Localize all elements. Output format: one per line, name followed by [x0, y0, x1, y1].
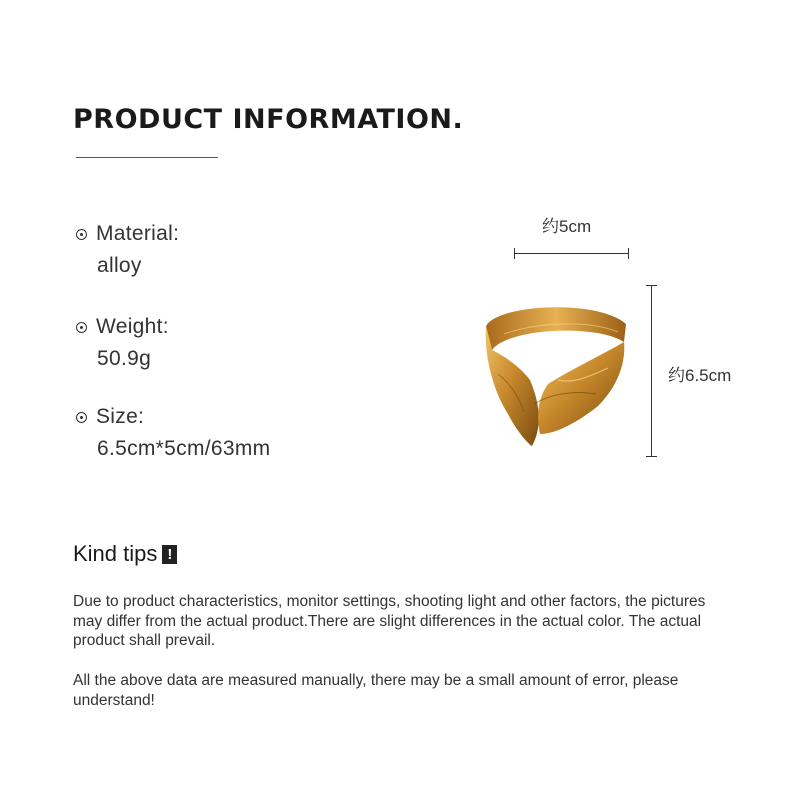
spec-label: Weight: [96, 315, 169, 338]
page-title: PRODUCT INFORMATION. [73, 104, 464, 135]
spec-size [76, 405, 270, 461]
spec-value: alloy [97, 254, 142, 277]
kind-tips-heading [73, 541, 177, 567]
width-dimension-label: 约5cm [542, 217, 592, 236]
bullet-icon [76, 412, 87, 423]
height-dimension-label: 约6.5cm [668, 366, 732, 385]
kind-tips-label: Kind tips [73, 541, 158, 566]
height-dimension-line [651, 285, 652, 457]
spec-value: 50.9g [97, 347, 152, 370]
spec-weight [76, 315, 169, 371]
spec-label: Material: [96, 222, 180, 245]
spec-material [76, 222, 179, 278]
tips-paragraph: Due to product characteristics, monitor settings, shooting light and other factors, the pictures may differ from the actual product.There are slight differences in the actual color. The actual product shall prevail. [73, 593, 706, 649]
tips-paragraph: All the above data are measured manually, there may be a small amount of error, please understand! [73, 672, 679, 709]
width-dimension-line [514, 253, 629, 254]
cuff-bracelet-image [478, 294, 638, 454]
bullet-icon [76, 322, 87, 333]
exclamation-icon: ! [162, 545, 177, 564]
spec-label: Size: [96, 405, 145, 428]
bullet-icon [76, 229, 87, 240]
spec-value: 6.5cm*5cm/63mm [97, 437, 271, 460]
title-underline [76, 157, 218, 158]
